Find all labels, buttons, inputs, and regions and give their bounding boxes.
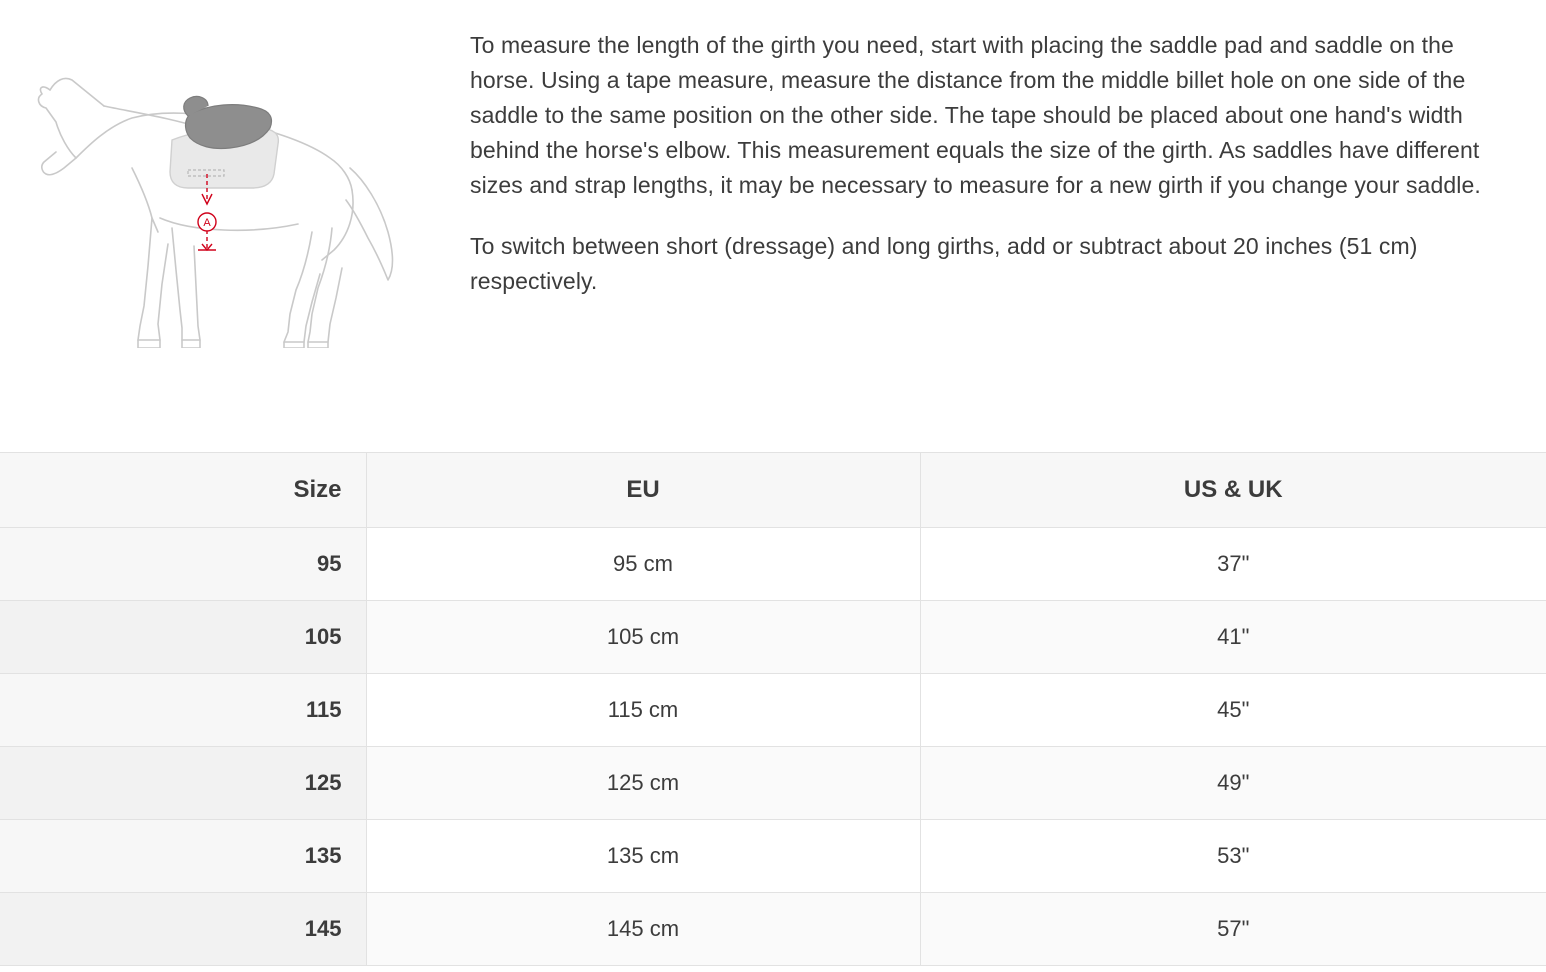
size-table-body: [0, 528, 1546, 966]
size-table-head: [0, 453, 1546, 528]
cell-us-uk: 49": [920, 747, 1546, 820]
cell-eu: 125 cm: [366, 747, 920, 820]
table-row: [0, 674, 1546, 747]
cell-us-uk: 41": [920, 601, 1546, 674]
column-header-size: Size: [0, 453, 366, 528]
table-row: [0, 601, 1546, 674]
table-header-row: [0, 453, 1546, 528]
measurement-marker-label: A: [203, 217, 211, 229]
table-row: [0, 528, 1546, 601]
table-row: [0, 747, 1546, 820]
instructions-text: [470, 18, 1546, 299]
cell-eu: 135 cm: [366, 820, 920, 893]
column-header-us-uk: US & UK: [920, 453, 1546, 528]
cell-eu: 95 cm: [366, 528, 920, 601]
cell-us-uk: 57": [920, 893, 1546, 966]
cell-us-uk: 45": [920, 674, 1546, 747]
table-row: [0, 893, 1546, 966]
size-table-container: [0, 452, 1546, 966]
cell-size: 135: [0, 820, 366, 893]
horse-with-saddle-pad-measurement-diagram: [12, 18, 432, 348]
cell-size: 115: [0, 674, 366, 747]
cell-eu: 145 cm: [366, 893, 920, 966]
cell-eu: 115 cm: [366, 674, 920, 747]
instructions-paragraph-1: To measure the length of the girth you need, start with placing the saddle pad and saddle on the horse. Using a tape measure, measure the distance from the middle billet hole on one side of the saddle to the same position on the other side. The tape should be placed about one hand's width behind the horse's elbow. This measurement equals the size of the girth. As saddles have different sizes and strap lengths, it may be necessary to measure for a new girth if you change your saddle.: [470, 32, 1481, 198]
cell-eu: 105 cm: [366, 601, 920, 674]
cell-us-uk: 37": [920, 528, 1546, 601]
horse-diagram-container: [0, 18, 470, 353]
cell-size: 145: [0, 893, 366, 966]
table-row: [0, 820, 1546, 893]
cell-size: 125: [0, 747, 366, 820]
intro-section: [0, 0, 1546, 353]
column-header-eu: EU: [366, 453, 920, 528]
instructions-paragraph-2: To switch between short (dressage) and long girths, add or subtract about 20 inches (51 cm) respectively.: [470, 232, 1418, 294]
size-table: [0, 452, 1546, 966]
cell-size: 95: [0, 528, 366, 601]
cell-size: 105: [0, 601, 366, 674]
cell-us-uk: 53": [920, 820, 1546, 893]
